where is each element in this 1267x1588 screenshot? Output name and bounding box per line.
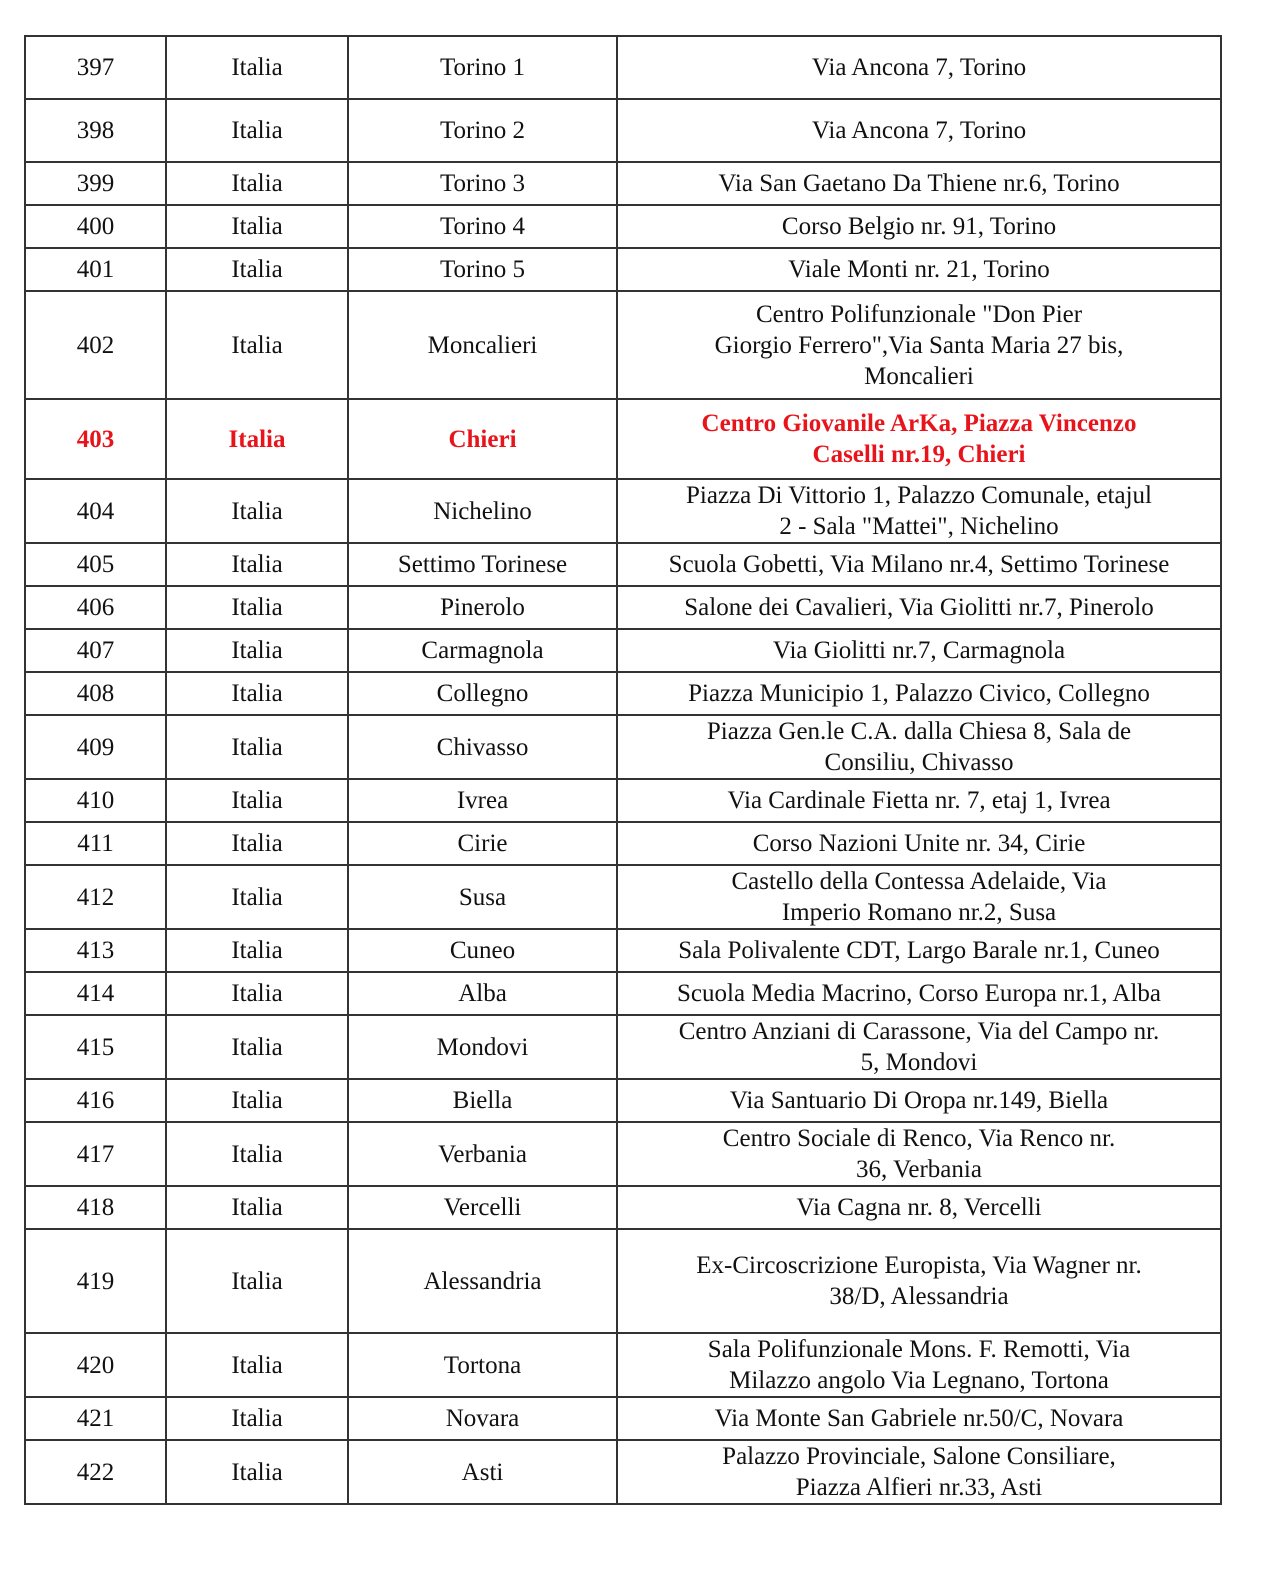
address-cell: Centro Giovanile ArKa, Piazza Vincenzo Caselli nr.19, Chieri <box>617 399 1221 479</box>
country-cell: Italia <box>166 1079 348 1122</box>
table-row <box>25 399 1221 479</box>
table-row <box>25 1186 1221 1229</box>
city-cell: Nichelino <box>348 479 617 543</box>
city-cell: Tortona <box>348 1333 617 1397</box>
row-number-cell: 400 <box>25 205 166 248</box>
country-cell: Italia <box>166 1229 348 1333</box>
city-cell: Torino 1 <box>348 36 617 99</box>
city-cell: Torino 2 <box>348 99 617 162</box>
table-row <box>25 822 1221 865</box>
table-row <box>25 248 1221 291</box>
country-cell: Italia <box>166 629 348 672</box>
city-cell: Asti <box>348 1440 617 1504</box>
country-cell: Italia <box>166 1122 348 1186</box>
row-number-cell: 398 <box>25 99 166 162</box>
row-number-cell: 401 <box>25 248 166 291</box>
country-cell: Italia <box>166 543 348 586</box>
address-cell: Centro Sociale di Renco, Via Renco nr. 36, Verbania <box>617 1122 1221 1186</box>
address-cell: Via Monte San Gabriele nr.50/C, Novara <box>617 1397 1221 1440</box>
country-cell: Italia <box>166 779 348 822</box>
city-cell: Carmagnola <box>348 629 617 672</box>
country-cell: Italia <box>166 399 348 479</box>
city-cell: Collegno <box>348 672 617 715</box>
city-cell: Torino 4 <box>348 205 617 248</box>
city-cell: Novara <box>348 1397 617 1440</box>
table-row <box>25 1397 1221 1440</box>
table-row <box>25 629 1221 672</box>
row-number-cell: 411 <box>25 822 166 865</box>
row-number-cell: 416 <box>25 1079 166 1122</box>
address-cell: Corso Nazioni Unite nr. 34, Cirie <box>617 822 1221 865</box>
table-row <box>25 36 1221 99</box>
country-cell: Italia <box>166 1397 348 1440</box>
city-cell: Torino 3 <box>348 162 617 205</box>
row-number-cell: 408 <box>25 672 166 715</box>
row-number-cell: 397 <box>25 36 166 99</box>
country-cell: Italia <box>166 1440 348 1504</box>
address-cell: Piazza Gen.le C.A. dalla Chiesa 8, Sala de Consiliu, Chivasso <box>617 715 1221 779</box>
country-cell: Italia <box>166 99 348 162</box>
country-cell: Italia <box>166 36 348 99</box>
address-cell: Castello della Contessa Adelaide, Via Imperio Romano nr.2, Susa <box>617 865 1221 929</box>
row-number-cell: 421 <box>25 1397 166 1440</box>
country-cell: Italia <box>166 715 348 779</box>
country-cell: Italia <box>166 972 348 1015</box>
address-cell: Corso Belgio nr. 91, Torino <box>617 205 1221 248</box>
city-cell: Ivrea <box>348 779 617 822</box>
city-cell: Chieri <box>348 399 617 479</box>
address-cell: Sala Polifunzionale Mons. F. Remotti, Via Milazzo angolo Via Legnano, Tortona <box>617 1333 1221 1397</box>
row-number-cell: 417 <box>25 1122 166 1186</box>
table-row <box>25 865 1221 929</box>
country-cell: Italia <box>166 291 348 399</box>
table-row <box>25 162 1221 205</box>
address-cell: Salone dei Cavalieri, Via Giolitti nr.7, Pinerolo <box>617 586 1221 629</box>
row-number-cell: 412 <box>25 865 166 929</box>
country-cell: Italia <box>166 162 348 205</box>
address-cell: Centro Polifunzionale "Don Pier Giorgio Ferrero",Via Santa Maria 27 bis, Moncalieri <box>617 291 1221 399</box>
city-cell: Chivasso <box>348 715 617 779</box>
address-cell: Via Cagna nr. 8, Vercelli <box>617 1186 1221 1229</box>
city-cell: Settimo Torinese <box>348 543 617 586</box>
row-number-cell: 422 <box>25 1440 166 1504</box>
address-cell: Ex-Circoscrizione Europista, Via Wagner nr. 38/D, Alessandria <box>617 1229 1221 1333</box>
country-cell: Italia <box>166 1015 348 1079</box>
address-cell: Piazza Municipio 1, Palazzo Civico, Collegno <box>617 672 1221 715</box>
table-row <box>25 779 1221 822</box>
address-cell: Palazzo Provinciale, Salone Consiliare, Piazza Alfieri nr.33, Asti <box>617 1440 1221 1504</box>
city-cell: Alessandria <box>348 1229 617 1333</box>
row-number-cell: 410 <box>25 779 166 822</box>
country-cell: Italia <box>166 479 348 543</box>
country-cell: Italia <box>166 1333 348 1397</box>
city-cell: Moncalieri <box>348 291 617 399</box>
row-number-cell: 407 <box>25 629 166 672</box>
row-number-cell: 399 <box>25 162 166 205</box>
city-cell: Mondovi <box>348 1015 617 1079</box>
row-number-cell: 419 <box>25 1229 166 1333</box>
address-cell: Via San Gaetano Da Thiene nr.6, Torino <box>617 162 1221 205</box>
table-row <box>25 972 1221 1015</box>
address-cell: Centro Anziani di Carassone, Via del Campo nr. 5, Mondovi <box>617 1015 1221 1079</box>
city-cell: Pinerolo <box>348 586 617 629</box>
country-cell: Italia <box>166 929 348 972</box>
table-row <box>25 672 1221 715</box>
table-row <box>25 1333 1221 1397</box>
row-number-cell: 409 <box>25 715 166 779</box>
city-cell: Torino 5 <box>348 248 617 291</box>
city-cell: Susa <box>348 865 617 929</box>
row-number-cell: 420 <box>25 1333 166 1397</box>
address-cell: Via Santuario Di Oropa nr.149, Biella <box>617 1079 1221 1122</box>
table-row <box>25 99 1221 162</box>
city-cell: Alba <box>348 972 617 1015</box>
country-cell: Italia <box>166 586 348 629</box>
city-cell: Biella <box>348 1079 617 1122</box>
country-cell: Italia <box>166 248 348 291</box>
city-cell: Cirie <box>348 822 617 865</box>
address-cell: Sala Polivalente CDT, Largo Barale nr.1, Cuneo <box>617 929 1221 972</box>
city-cell: Cuneo <box>348 929 617 972</box>
table-row <box>25 479 1221 543</box>
address-cell: Scuola Gobetti, Via Milano nr.4, Settimo Torinese <box>617 543 1221 586</box>
table-row <box>25 1122 1221 1186</box>
table-row <box>25 543 1221 586</box>
address-cell: Scuola Media Macrino, Corso Europa nr.1, Alba <box>617 972 1221 1015</box>
row-number-cell: 404 <box>25 479 166 543</box>
row-number-cell: 414 <box>25 972 166 1015</box>
table-body <box>25 36 1221 1504</box>
country-cell: Italia <box>166 865 348 929</box>
table-row <box>25 1079 1221 1122</box>
table-row <box>25 1440 1221 1504</box>
polling-stations-table <box>24 35 1222 1505</box>
row-number-cell: 402 <box>25 291 166 399</box>
city-cell: Vercelli <box>348 1186 617 1229</box>
row-number-cell: 415 <box>25 1015 166 1079</box>
address-cell: Via Ancona 7, Torino <box>617 36 1221 99</box>
address-cell: Via Cardinale Fietta nr. 7, etaj 1, Ivrea <box>617 779 1221 822</box>
table-row <box>25 1015 1221 1079</box>
country-cell: Italia <box>166 205 348 248</box>
table-row <box>25 1229 1221 1333</box>
country-cell: Italia <box>166 822 348 865</box>
row-number-cell: 406 <box>25 586 166 629</box>
row-number-cell: 405 <box>25 543 166 586</box>
country-cell: Italia <box>166 1186 348 1229</box>
table-row <box>25 586 1221 629</box>
address-cell: Piazza Di Vittorio 1, Palazzo Comunale, etajul 2 - Sala "Mattei", Nichelino <box>617 479 1221 543</box>
table-row <box>25 205 1221 248</box>
row-number-cell: 413 <box>25 929 166 972</box>
address-cell: Via Ancona 7, Torino <box>617 99 1221 162</box>
row-number-cell: 418 <box>25 1186 166 1229</box>
table-row <box>25 291 1221 399</box>
country-cell: Italia <box>166 672 348 715</box>
city-cell: Verbania <box>348 1122 617 1186</box>
table-row <box>25 929 1221 972</box>
address-cell: Viale Monti nr. 21, Torino <box>617 248 1221 291</box>
row-number-cell: 403 <box>25 399 166 479</box>
address-cell: Via Giolitti nr.7, Carmagnola <box>617 629 1221 672</box>
table-row <box>25 715 1221 779</box>
